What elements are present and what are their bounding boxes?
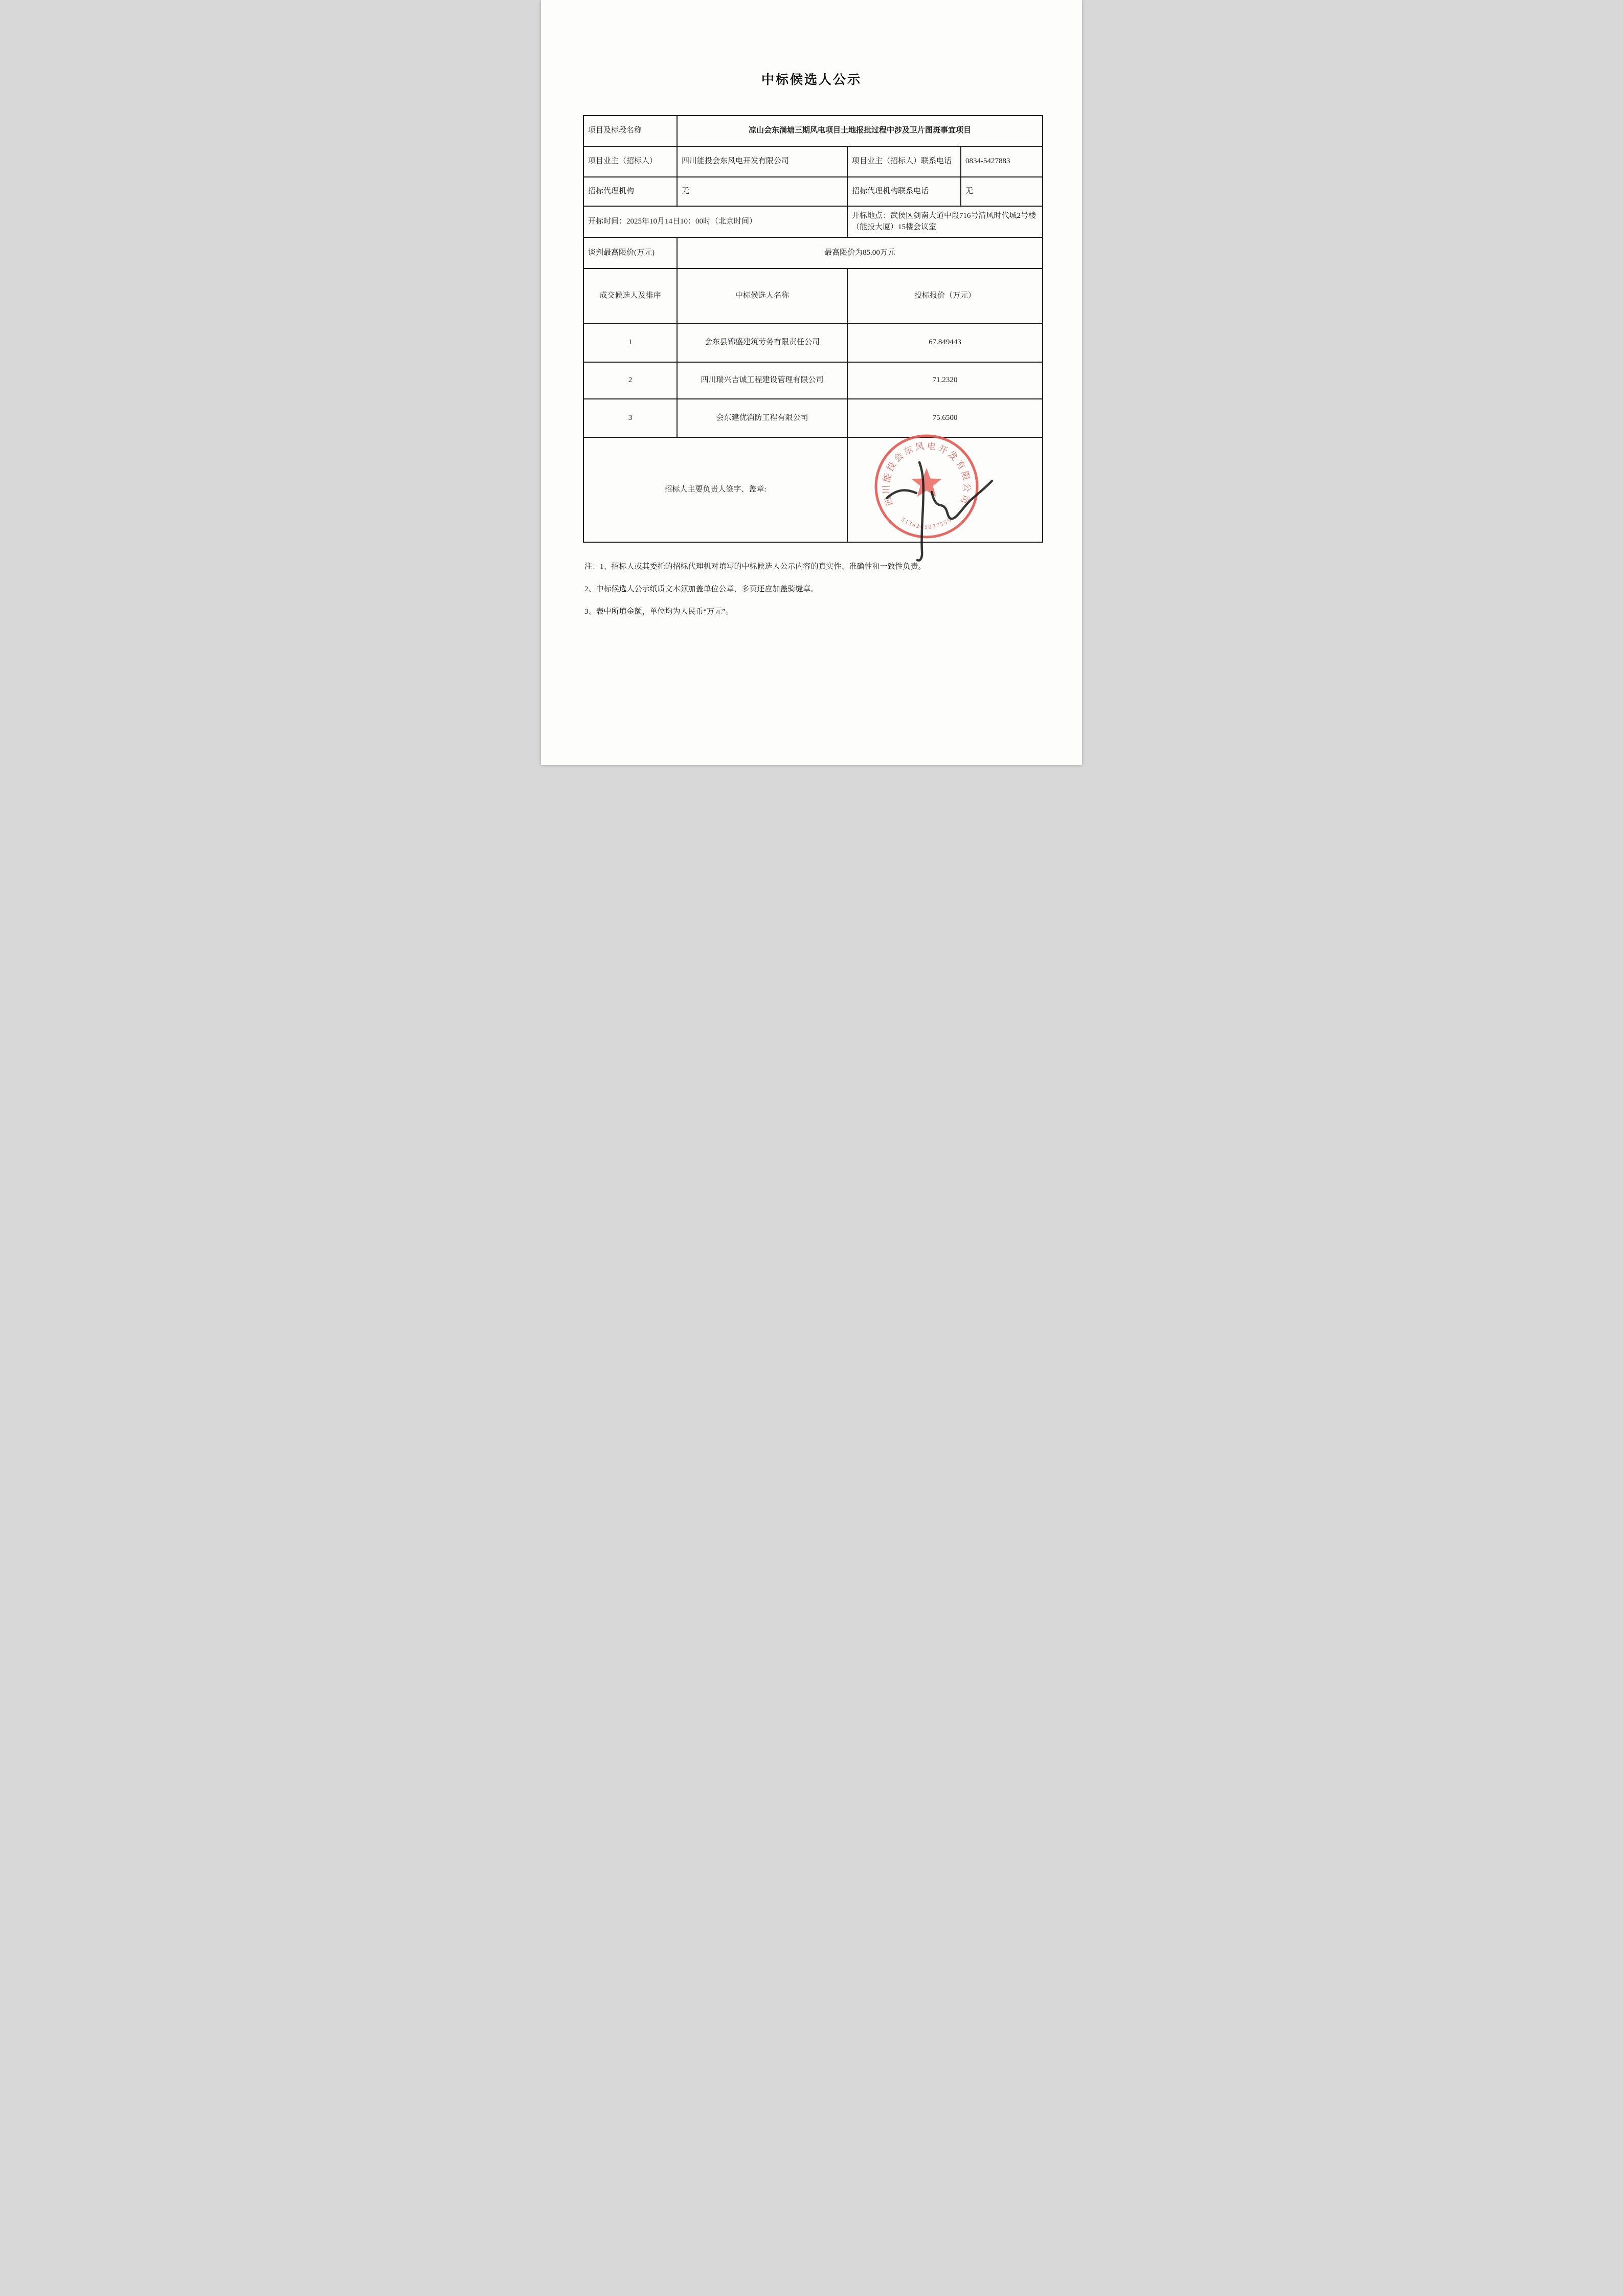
price-limit-label: 谈判最高限价(万元) bbox=[583, 237, 677, 269]
header-price: 投标报价（万元） bbox=[847, 269, 1043, 323]
candidate-price: 67.849443 bbox=[847, 323, 1043, 362]
owner-phone-value: 0834-5427883 bbox=[961, 146, 1043, 177]
seal-code-arc-text: 5134265037555 bbox=[900, 516, 953, 530]
owner-label: 项目业主（招标人） bbox=[583, 146, 677, 177]
candidate-row bbox=[583, 323, 1043, 362]
project-value: 凉山会东淌塘三期风电项目土地报批过程中涉及卫片图斑事宜项目 bbox=[677, 116, 1043, 146]
note-line: 3、表中所填金额，单位均为人民币“万元”。 bbox=[584, 607, 733, 616]
candidate-row bbox=[583, 362, 1043, 399]
header-name: 中标候选人名称 bbox=[677, 269, 847, 323]
opening-place: 开标地点：武侯区剑南大道中段716号清风时代城2号楼（能投大厦）15楼会议室 bbox=[847, 206, 1043, 237]
table-row bbox=[583, 177, 1043, 206]
header-rank: 成交候选人及排序 bbox=[583, 269, 677, 323]
candidate-price: 75.6500 bbox=[847, 399, 1043, 437]
table-row bbox=[583, 237, 1043, 269]
note-line: 2、中标候选人公示纸质文本须加盖单位公章，多页还应加盖骑缝章。 bbox=[584, 585, 819, 593]
candidate-rank: 1 bbox=[583, 323, 677, 362]
candidate-name: 会东县锦盛建筑劳务有限责任公司 bbox=[677, 323, 847, 362]
candidate-price: 71.2320 bbox=[847, 362, 1043, 399]
document-page bbox=[541, 0, 1082, 765]
signature-label: 招标人主要负责人签字、盖章: bbox=[583, 437, 847, 542]
page-title: 中标候选人公示 bbox=[761, 73, 862, 87]
table-row bbox=[583, 146, 1043, 177]
candidate-name: 四川瑞兴吉诚工程建设管理有限公司 bbox=[677, 362, 847, 399]
table-row bbox=[583, 116, 1043, 146]
opening-time: 开标时间：2025年10月14日10：00时（北京时间） bbox=[583, 206, 847, 237]
signature-stamp-cell bbox=[847, 437, 1043, 542]
agency-phone-label: 招标代理机构联系电话 bbox=[847, 177, 961, 206]
table-row bbox=[583, 206, 1043, 237]
candidate-rank: 2 bbox=[583, 362, 677, 399]
project-label: 项目及标段名称 bbox=[583, 116, 677, 146]
agency-label: 招标代理机构 bbox=[583, 177, 677, 206]
seal-company-arc-text: 四川能投会东风电开发有限公司 bbox=[881, 440, 973, 507]
candidate-name: 会东建优消防工程有限公司 bbox=[677, 399, 847, 437]
signature-row bbox=[583, 437, 1043, 542]
owner-value: 四川能投会东风电开发有限公司 bbox=[677, 146, 847, 177]
price-limit-value: 最高限价为85.00万元 bbox=[677, 237, 1043, 269]
agency-phone-value: 无 bbox=[961, 177, 1043, 206]
footnotes bbox=[584, 562, 1050, 629]
agency-value: 无 bbox=[677, 177, 847, 206]
candidates-header-row bbox=[583, 269, 1043, 323]
owner-phone-label: 项目业主（招标人）联系电话 bbox=[847, 146, 961, 177]
note-line: 注：1、招标人或其委托的招标代理机对填写的中标候选人公示内容的真实性、准确性和一致性负责。 bbox=[584, 563, 926, 571]
candidate-rank: 3 bbox=[583, 399, 677, 437]
announcement-table bbox=[583, 115, 1043, 543]
candidate-row bbox=[583, 399, 1043, 437]
